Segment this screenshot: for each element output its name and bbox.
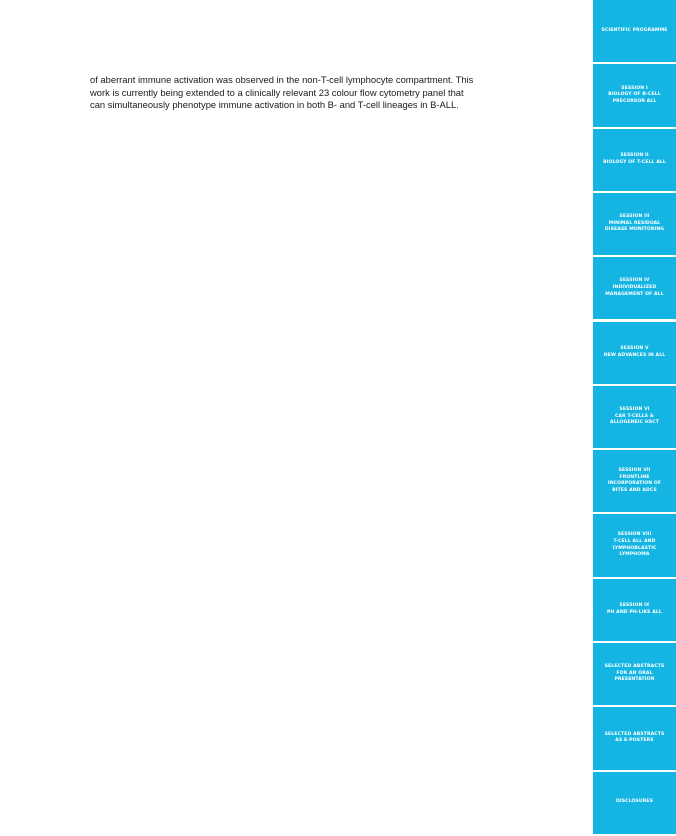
nav-tile-selected-abstracts-oral[interactable] <box>593 643 676 705</box>
nav-tile-session-8[interactable] <box>593 514 676 576</box>
nav-tile-session-3[interactable] <box>593 193 676 255</box>
nav-tile-label: SESSION VIII <box>617 532 652 538</box>
nav-tile-label: SESSION II <box>620 153 649 159</box>
nav-tile-session-6[interactable] <box>593 386 676 448</box>
nav-tile-label: T-CELL ALL AND <box>613 538 656 544</box>
nav-tile-label: PH AND PH-LIKE ALL <box>607 609 662 615</box>
nav-tile-label: SESSION V <box>620 346 649 352</box>
nav-tile-selected-abstracts-eposters[interactable] <box>593 707 676 769</box>
nav-tile-label: BIOLOGY OF T-CELL ALL <box>603 159 666 165</box>
abstract-paragraph <box>90 74 560 112</box>
nav-tile-label: INCORPORATION OF <box>607 481 662 487</box>
nav-tile-label: FRONTLINE <box>619 474 650 480</box>
nav-tile-label: AS E-POSTERS <box>615 738 654 744</box>
nav-tile-label: SESSION IV <box>619 278 650 284</box>
nav-tile-label: BITES AND ADCS <box>612 487 657 493</box>
nav-tile-label: SCIENTIFIC PROGRAMME <box>601 27 668 33</box>
nav-tile-label: SESSION I <box>621 85 648 91</box>
nav-tile-label: BIOLOGY OF B-CELL <box>608 92 661 98</box>
nav-tile-label: SESSION IX <box>619 603 650 609</box>
paragraph-line: work is currently being extended to a clinically relevant 23 colour flow cytometry panel that <box>90 86 464 98</box>
nav-tile-disclosures[interactable] <box>593 772 676 834</box>
document-body <box>90 74 560 112</box>
nav-tile-label: MINIMAL RESIDUAL <box>608 220 661 226</box>
nav-tile-session-4[interactable] <box>593 257 676 319</box>
nav-tile-label: PRESENTATION <box>614 677 655 683</box>
nav-tile-label: DISCLOSURES <box>616 799 653 805</box>
nav-tile-label: PRECURSOR ALL <box>612 98 657 104</box>
nav-tile-session-2[interactable] <box>593 129 676 191</box>
nav-tile-label: NEW ADVANCES IN ALL <box>603 352 666 358</box>
section-navigation-sidebar <box>593 0 676 836</box>
nav-tile-session-5[interactable] <box>593 322 676 384</box>
nav-tile-label: MANAGEMENT OF ALL <box>605 291 664 297</box>
nav-tile-label: DISEASE MONITORING <box>604 227 665 233</box>
nav-tile-label: SESSION VII <box>618 468 651 474</box>
nav-tile-label: LYMPHOBLASTIC <box>612 545 657 551</box>
nav-tile-label: SELECTED ABSTRACTS <box>604 731 665 737</box>
nav-tile-session-7[interactable] <box>593 450 676 512</box>
nav-tile-label: INDIVIDUALIZED <box>612 285 657 291</box>
paragraph-line: can simultaneously phenotype immune activation in both B- and T-cell lineages in B-ALL. <box>90 99 459 111</box>
nav-tile-label: LYMPHOMA <box>619 552 650 558</box>
paragraph-line: of aberrant immune activation was observed in the non-T-cell lymphocyte compartment. This <box>90 74 474 85</box>
nav-tile-label: SELECTED ABSTRACTS <box>604 664 665 670</box>
nav-tile-session-1[interactable] <box>593 64 676 126</box>
nav-tile-session-9[interactable] <box>593 579 676 641</box>
nav-tile-label: CAR T-CELLS & <box>614 413 654 419</box>
nav-tile-label: SESSION VI <box>619 407 650 413</box>
nav-tile-label: FOR AN ORAL <box>616 670 653 676</box>
nav-tile-label: ALLOGENEIC HSCT <box>610 420 659 426</box>
nav-tile-scientific-programme[interactable] <box>593 0 676 62</box>
nav-tile-label: SESSION III <box>619 214 650 220</box>
